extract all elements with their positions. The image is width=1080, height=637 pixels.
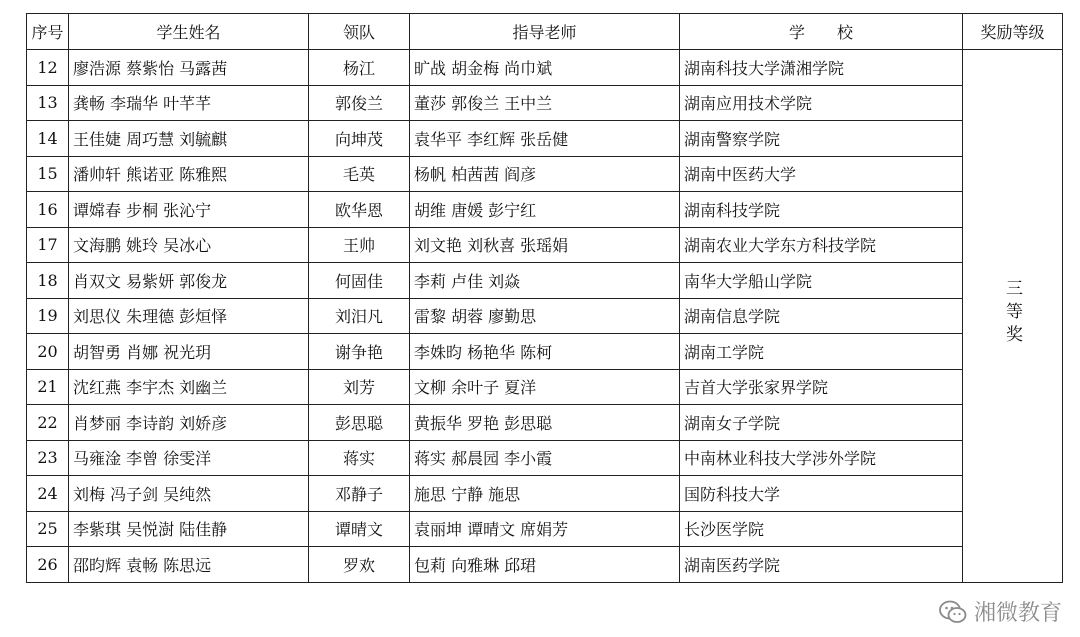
row-leader: 杨江 (309, 50, 410, 86)
table-row (27, 405, 1063, 441)
row-teachers: 雷黎 胡蓉 廖勤思 (410, 298, 680, 334)
table-row (27, 298, 1063, 334)
table-row (27, 440, 1063, 476)
table-row (27, 334, 1063, 370)
row-teachers: 袁丽坤 谭晴文 席娟芳 (410, 511, 680, 547)
row-school: 湖南工学院 (680, 334, 963, 370)
row-students: 潘帅轩 熊诺亚 陈雅熙 (69, 156, 309, 192)
row-leader: 何固佳 (309, 263, 410, 299)
row-index: 12 (27, 50, 69, 86)
row-leader: 罗欢 (309, 547, 410, 583)
row-school: 长沙医学院 (680, 511, 963, 547)
row-school: 湖南信息学院 (680, 298, 963, 334)
row-index: 16 (27, 192, 69, 228)
row-school: 湖南医药学院 (680, 547, 963, 583)
row-students: 肖梦丽 李诗韵 刘娇彦 (69, 405, 309, 441)
row-index: 22 (27, 405, 69, 441)
row-leader: 谭晴文 (309, 511, 410, 547)
row-students: 李紫琪 吴悦澍 陆佳静 (69, 511, 309, 547)
header-index: 序号 (27, 14, 69, 50)
row-teachers: 李姝昀 杨艳华 陈柯 (410, 334, 680, 370)
row-teachers: 文柳 余叶子 夏洋 (410, 369, 680, 405)
watermark-text: 湘微教育 (973, 601, 1062, 626)
row-school: 湖南中医药大学 (680, 156, 963, 192)
row-leader: 欧华恩 (309, 192, 410, 228)
table-body (27, 50, 1063, 583)
table-row (27, 50, 1063, 86)
row-teachers: 袁华平 李红辉 张岳健 (410, 121, 680, 157)
row-students: 邵昀辉 袁畅 陈思远 (69, 547, 309, 583)
table-row (27, 263, 1063, 299)
table-row (27, 476, 1063, 512)
row-index: 20 (27, 334, 69, 370)
table-row (27, 547, 1063, 583)
row-students: 马雍淦 李曾 徐雯洋 (69, 440, 309, 476)
row-index: 25 (27, 511, 69, 547)
row-index: 26 (27, 547, 69, 583)
row-leader: 彭思聪 (309, 405, 410, 441)
header-leader: 领队 (309, 14, 410, 50)
row-school: 中南林业科技大学涉外学院 (680, 440, 963, 476)
row-school: 湖南科技学院 (680, 192, 963, 228)
awards-table (26, 13, 1063, 583)
watermark (938, 596, 1062, 627)
row-school: 湖南应用技术学院 (680, 85, 963, 121)
row-teachers: 蒋实 郝晨园 李小霞 (410, 440, 680, 476)
row-students: 文海鹏 姚玲 吴冰心 (69, 227, 309, 263)
row-leader: 郭俊兰 (309, 85, 410, 121)
row-index: 21 (27, 369, 69, 405)
row-leader: 蒋实 (309, 440, 410, 476)
row-teachers: 包莉 向雅琳 邱珺 (410, 547, 680, 583)
row-leader: 向坤茂 (309, 121, 410, 157)
row-leader: 刘芳 (309, 369, 410, 405)
header-students: 学生姓名 (69, 14, 309, 50)
row-index: 15 (27, 156, 69, 192)
header-award: 奖励等级 (963, 14, 1063, 50)
row-teachers: 施思 宁静 施思 (410, 476, 680, 512)
row-index: 14 (27, 121, 69, 157)
row-leader: 王帅 (309, 227, 410, 263)
row-school: 国防科技大学 (680, 476, 963, 512)
table-row (27, 121, 1063, 157)
table-row (27, 511, 1063, 547)
award-level-text: 三等奖 (1002, 279, 1022, 349)
row-school: 湖南农业大学东方科技学院 (680, 227, 963, 263)
row-teachers: 旷战 胡金梅 尚巾斌 (410, 50, 680, 86)
row-students: 沈红燕 李宇杰 刘幽兰 (69, 369, 309, 405)
row-index: 18 (27, 263, 69, 299)
table-row (27, 369, 1063, 405)
row-students: 肖双文 易紫妍 郭俊龙 (69, 263, 309, 299)
table-row (27, 192, 1063, 228)
row-teachers: 胡维 唐媛 彭宁红 (410, 192, 680, 228)
header-row (27, 14, 1063, 50)
row-index: 24 (27, 476, 69, 512)
row-leader: 邓静子 (309, 476, 410, 512)
row-students: 谭嫦春 步桐 张沁宁 (69, 192, 309, 228)
row-teachers: 董莎 郭俊兰 王中兰 (410, 85, 680, 121)
header-school: 学 校 (680, 14, 963, 50)
row-school: 湖南科技大学潇湘学院 (680, 50, 963, 86)
row-leader: 谢争艳 (309, 334, 410, 370)
row-leader: 刘汨凡 (309, 298, 410, 334)
row-students: 龚畅 李瑞华 叶芊芊 (69, 85, 309, 121)
row-students: 廖浩源 蔡紫怡 马露茜 (69, 50, 309, 86)
row-teachers: 黄振华 罗艳 彭思聪 (410, 405, 680, 441)
table-row (27, 85, 1063, 121)
table-row (27, 156, 1063, 192)
row-students: 王佳婕 周巧慧 刘毓麒 (69, 121, 309, 157)
row-index: 13 (27, 85, 69, 121)
table-row (27, 227, 1063, 263)
row-index: 23 (27, 440, 69, 476)
row-school: 南华大学船山学院 (680, 263, 963, 299)
row-school: 湖南女子学院 (680, 405, 963, 441)
award-level-cell (963, 50, 1063, 583)
row-teachers: 刘文艳 刘秋喜 张瑶娟 (410, 227, 680, 263)
row-school: 湖南警察学院 (680, 121, 963, 157)
wechat-icon (938, 597, 968, 627)
row-teachers: 杨帆 柏茜茜 阎彦 (410, 156, 680, 192)
header-teachers: 指导老师 (410, 14, 680, 50)
row-students: 刘思仪 朱理德 彭烜怿 (69, 298, 309, 334)
row-index: 19 (27, 298, 69, 334)
row-teachers: 李莉 卢佳 刘焱 (410, 263, 680, 299)
row-school: 吉首大学张家界学院 (680, 369, 963, 405)
row-students: 刘梅 冯子剑 吴纯然 (69, 476, 309, 512)
row-index: 17 (27, 227, 69, 263)
row-leader: 毛英 (309, 156, 410, 192)
row-students: 胡智勇 肖娜 祝光玥 (69, 334, 309, 370)
